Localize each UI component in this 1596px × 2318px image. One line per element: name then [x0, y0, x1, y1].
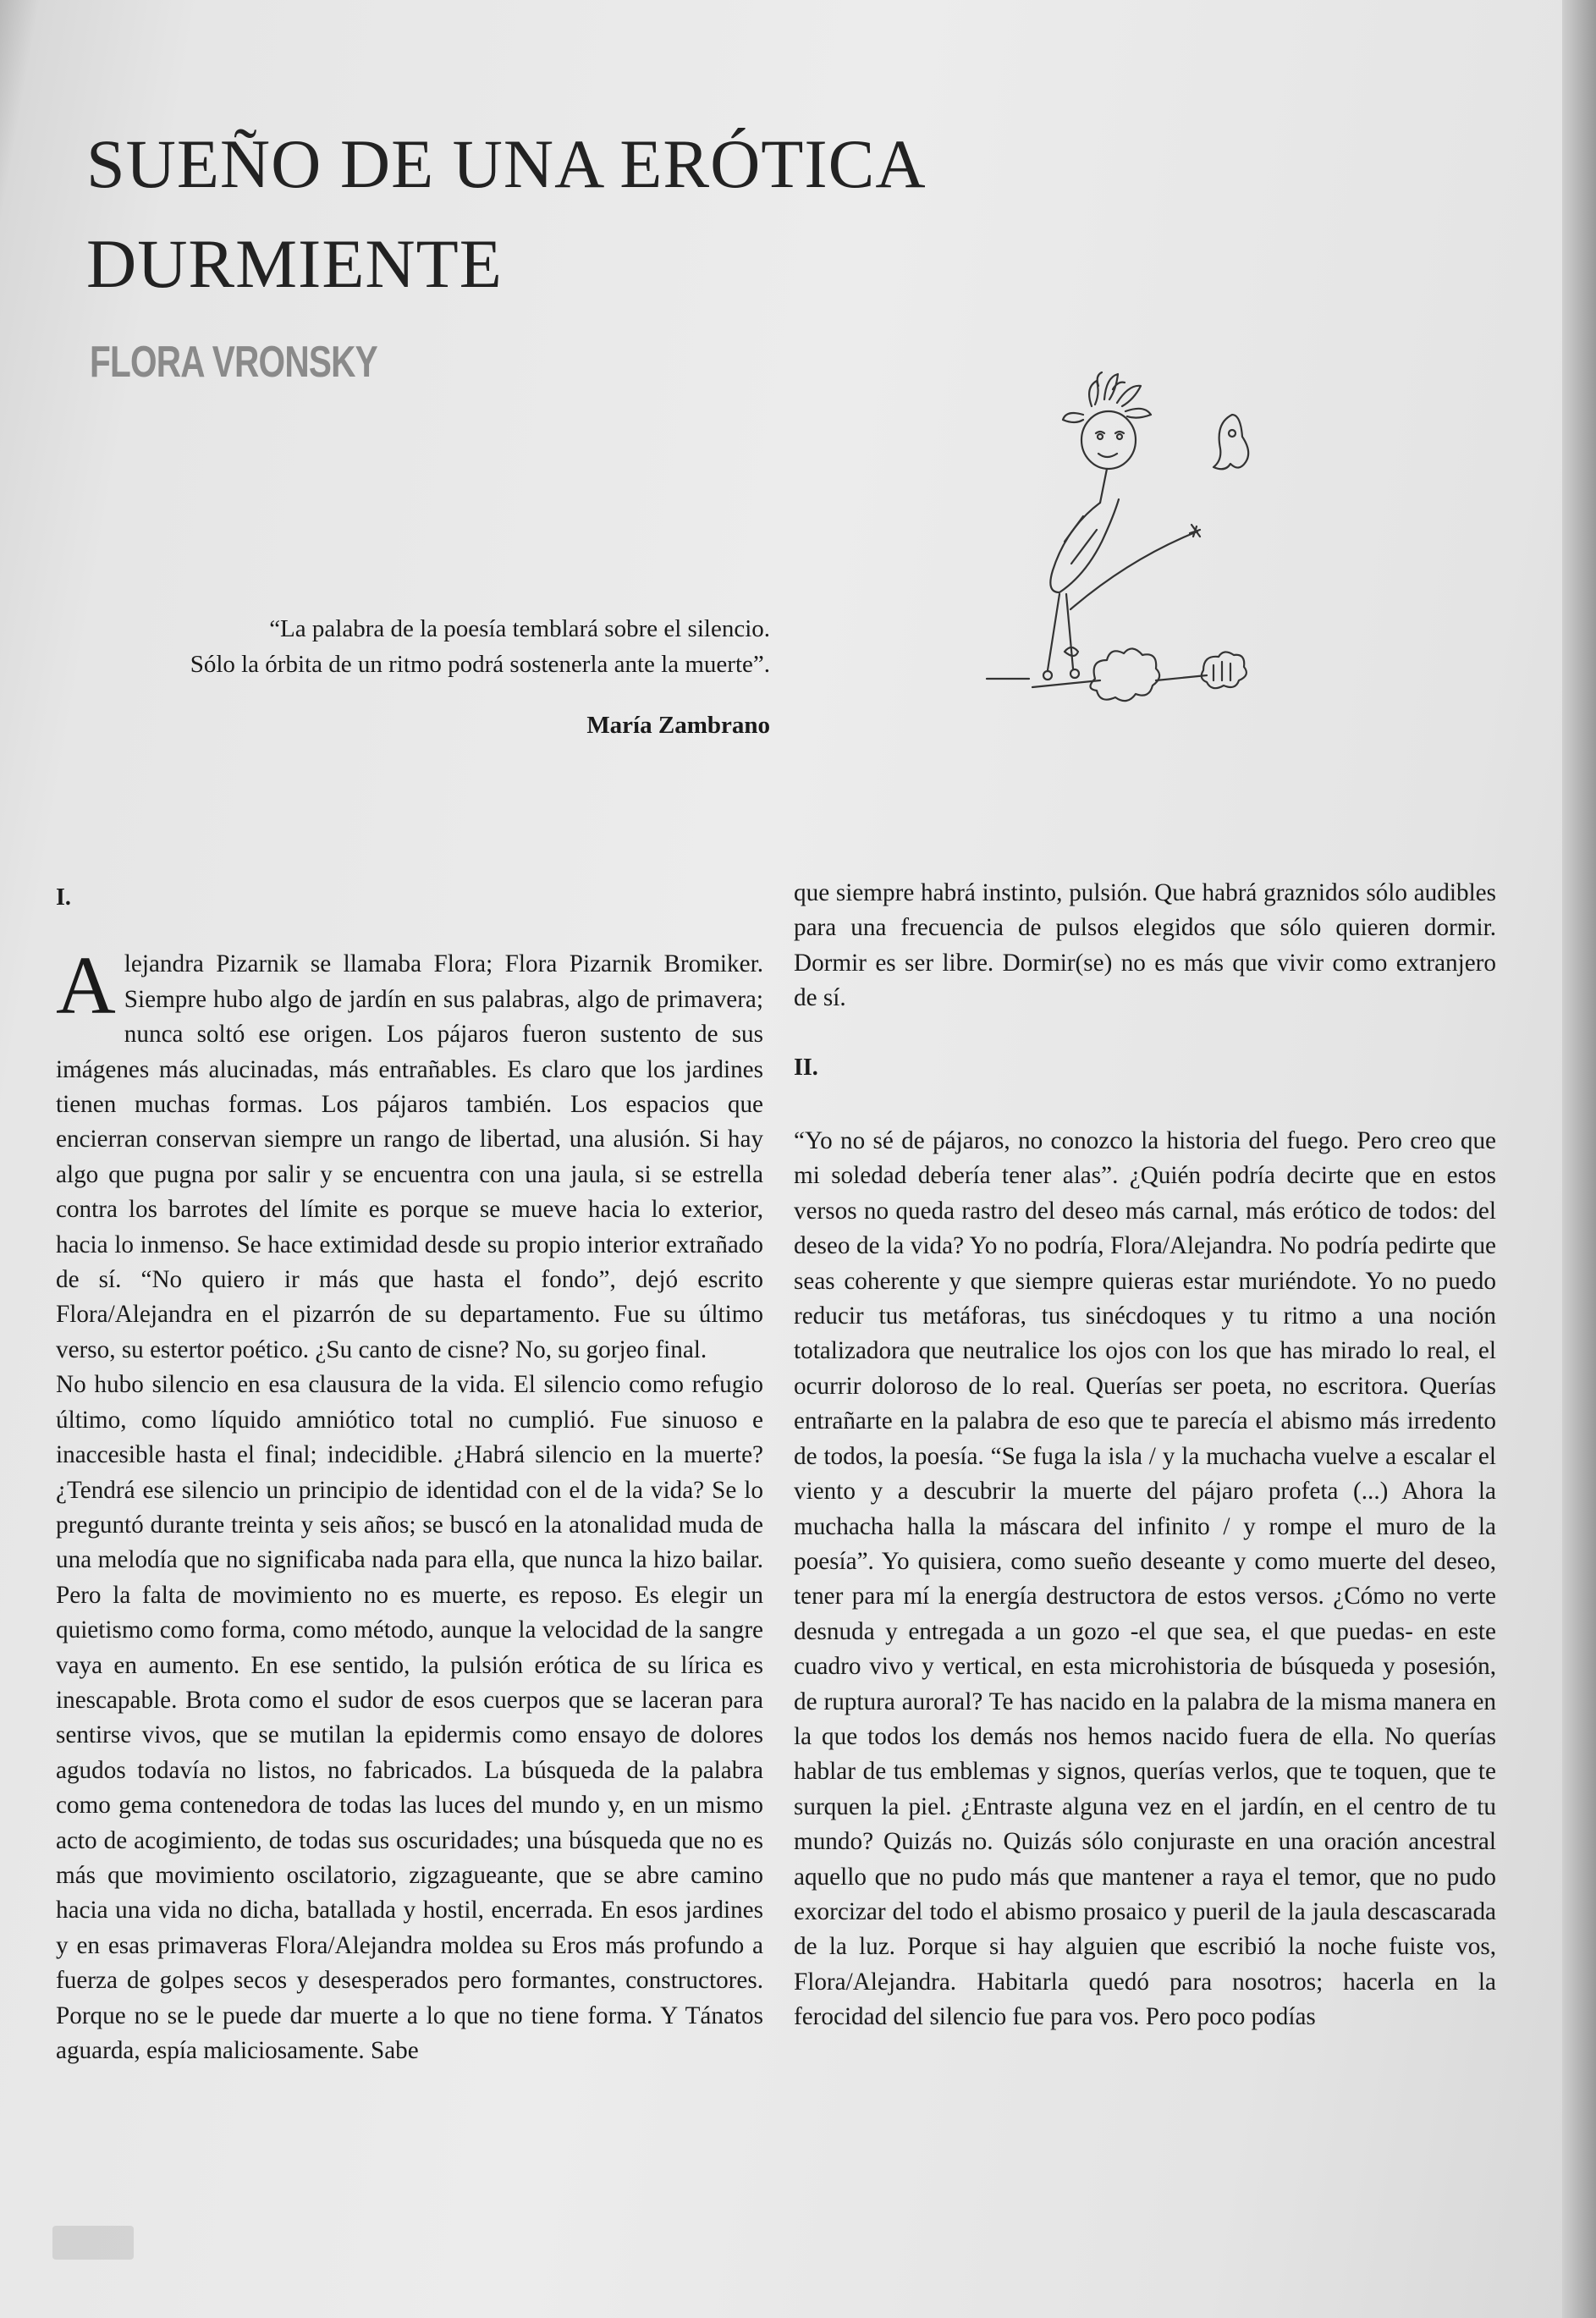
section-heading-2: II. — [794, 1054, 818, 1081]
column-right — [794, 876, 1496, 2035]
page-edge-shadow — [1562, 0, 1596, 2318]
hand-drawn-figure-sketch — [965, 355, 1286, 753]
epigraph-line-1: “La palabra de la poesía temblará sobre el silencio. — [269, 615, 770, 642]
section-1-paragraph-2: No hubo silencio en esa clausura de la vida. El silencio como refugio último, como líquido amniótico total no cumplió. Fue sinuoso e inaccesible hasta el final; indecidible. ¿Habrá silencio en la muerte? ¿Tendrá ese silencio un principio de identidad con el de la vida? Se lo preguntó durante treinta y seis años; se buscó en la atonalidad muda de una melodía que no significaba nada para ella, que nunca la hizo bailar. Pero la falta de movimiento no es muerte, es reposo. Es elegir un quietismo como forma, como método, aunque la velocidad de la sangre vaya en aumento. En ese sentido, la pulsión erótica de su lírica es inescapable. Brota como el sudor de esos cuerpos que se laceran para sentirse vivos, que se mutilan la epidermis como ensayo de dolores agudos todavía no listos, no fabricados. La búsqueda de la palabra como gema contenedora de todas las luces del mundo y, en un mismo acto de acogimiento, de todas sus oscuridades; una búsqueda que no es más que movimiento oscilatorio, zigzagueante, que se abre camino hacia una vida no dicha, batallada y hostil, encerrada. En esos jardines y en esas primaveras Flora/Alejandra moldea su Eros más profundo a fuerza de golpes secos y desesperados pero formantes, constructores. Porque no se le puede dar muerte a lo que no tiene forma. Y Tánatos aguarda, espía maliciosamente. Sabe — [56, 1371, 763, 2064]
section-1-paragraph-1 — [56, 940, 763, 1368]
section-1-paragraph-1-text: lejandra Pizarnik se llamaba Flora; Flora Pizarnik Bromiker. Siempre hubo algo de jardín en sus palabras, algo de primavera; nunca soltó ese origen. Los pájaros fueron sustento de sus imágenes más alucinadas, más entrañables. Es claro que los jardines tienen muchas formas. Los pájaros también. Los espacios que encierran conservan siempre un rango de libertad, una alusión. Si hay algo que pugna por salir y se encuentra con una jaula, si se estrella contra los barrotes del límite es porque se mueve hacia lo exterior, hacia lo inmenso. Se hace extimidad desde su propio interior extrañado de sí. “No quiero ir más que hasta el fondo”, dejó escrito Flora/Alejandra en el pizarrón de su departamento. Fue su último verso, su estertor poético. ¿Su canto de cisne? No, su gorjeo final. — [56, 950, 763, 1363]
article-title — [86, 114, 1017, 314]
title-line-1: SUEÑO DE UNA ERÓTICA — [86, 125, 927, 202]
section-heading-1: I. — [56, 884, 71, 911]
section-2-paragraph-1: “Yo no sé de pájaros, no conozco la historia del fuego. Pero creo que mi soledad debería tener alas”. ¿Quién podría decirte que en estos versos no queda rastro del deseo más carnal, más erótico de todos: del deseo de la vida? Yo no podría, Flora/Alejandra. No podría pedirte que seas coherente y que siempre quieras estar muriéndote. Yo no puedo reducir tus metáforas, tus sinécdoques y tu ritmo a una noción totalizadora que neutralice los ojos con los que has mirado lo real, el ocurrir doloroso de lo real. Querías ser poeta, no escritora. Querías entrañarte en la palabra de eso que te parecía el abismo más irredento de todos, la poesía. “Se fuga la isla / y la muchacha vuelve a escalar el viento y a descubrir la muerte del pájaro profeta (...) Ahora la muchacha halla la máscara del infinito / y rompe el muro de la poesía”. Yo quisiera, como sueño deseante y como muerte del deseo, tener para mí la energía destructora de estos versos. ¿Cómo no verte desnuda y entregada a un gozo -el que sea, el que puedas- en este cuadro vivo y vertical, en esta microhistoria de búsqueda y posesión, de ruptura auroral? Te has nacido en la palabra de la misma manera en la que todos los demás nos hemos nacido fuera de ella. No querías hablar de tus emblemas y signos, querías verlos, que te toquen, que te surquen la piel. ¿Entraste alguna vez en el jardín, en el centro de tu mundo? Quizás no. Quizás sólo conjuraste en una oración ancestral aquello que no pudo más que mantener a raya el temor, que no pudo exorcizar del todo el abismo prosaico y pueril de la jaula descascarada de la luz. Porque si hay alguien que escribió la noche fuiste vos, Flora/Alejandra. Habitarla quedó para nosotros; hacerla en la ferocidad del silencio fue para vos. Pero poco podías — [794, 1127, 1496, 2031]
column-left — [56, 880, 763, 2068]
drop-cap: A — [56, 940, 116, 1032]
epigraph — [68, 611, 770, 743]
epigraph-attribution: María Zambrano — [586, 712, 770, 739]
epigraph-line-2: Sólo la órbita de un ritmo podrá sostenerla ante la muerte”. — [190, 651, 770, 678]
article-author: FLORA VRONSKY — [90, 338, 377, 387]
title-line-2: DURMIENTE — [86, 225, 503, 302]
section-1-continuation: que siempre habrá instinto, pulsión. Que habrá graznidos sólo audibles para una frecuencia de pulsos elegidos que sólo quieren dormir. Dormir es ser libre. Dormir(se) no es más que vivir como extranjero de sí. — [794, 879, 1496, 1012]
page-number-tab — [52, 2226, 134, 2260]
